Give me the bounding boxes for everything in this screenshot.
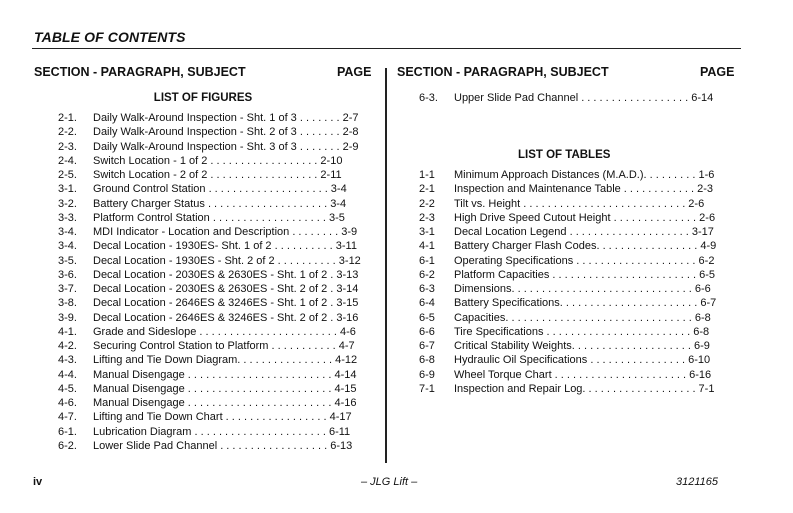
table-entry-title: Critical Stability Weights. . . . . . . . . . . . . . . . . . . . 6-9 [454, 340, 710, 352]
table-entry-number: 2-2 [419, 197, 435, 210]
figure-entry-title: Grade and Sideslope . . . . . . . . . . . . . . . . . . . . . . . 4-6 [93, 325, 356, 338]
table-entry-title: Dimensions. . . . . . . . . . . . . . . . . . . . . . . . . . . . . . 6-6 [454, 283, 711, 295]
figure-entry-number: 6-2. [58, 439, 77, 452]
table-entry-number: 4-1 [419, 240, 435, 253]
table-entry-title: Platform Capacities . . . . . . . . . . . . . . . . . . . . . . . . 6-5 [454, 268, 716, 281]
figure-entry-title: Daily Walk-Around Inspection - Sht. 1 of 3 . . . . . . . 2-7 [93, 112, 359, 124]
figure-entry-title: Lower Slide Pad Channel . . . . . . . . . . . . . . . . . . 6-13 [93, 439, 353, 452]
figure-entry-title: Lifting and Tie Down Diagram. . . . . . . . . . . . . . . . 4-12 [93, 354, 358, 367]
left-page-header: PAGE [337, 65, 372, 79]
table-entry-number: 7-1 [419, 382, 435, 395]
table-entry-number: 6-4 [419, 297, 435, 310]
figure-entry-number: 4-1. [58, 325, 77, 338]
figure-entry-title: Decal Location - 2030ES & 2630ES - Sht. 2 of 2 . 3-14 [93, 283, 359, 295]
table-entry-number: 3-1 [419, 226, 435, 238]
table-entry-number: 2-1 [419, 183, 435, 196]
table-entry-title: Minimum Approach Distances (M.A.D.). . . . . . . . . 1-6 [454, 169, 715, 181]
table-entry-number: 6-2 [419, 268, 435, 281]
table-entry-title: Battery Charger Flash Codes. . . . . . . . . . . . . . . . . 4-9 [454, 240, 717, 253]
figure-entry-number: 2-5. [58, 169, 77, 181]
figure-entry-title: Lubrication Diagram . . . . . . . . . . . . . . . . . . . . . . 6-11 [93, 425, 351, 438]
figure-entry-number: 2-2. [58, 126, 77, 139]
table-entry-title: High Drive Speed Cutout Height . . . . . . . . . . . . . . 2-6 [454, 211, 716, 224]
table-entry-number: 6-3 [419, 283, 435, 295]
figure-entry-number: 3-3. [58, 211, 77, 224]
table-entry-title: Operating Specifications . . . . . . . . . . . . . . . . . . . . 6-2 [454, 254, 715, 267]
figure-entry-number: 3-5. [58, 254, 77, 267]
figure-entry-number: 4-4. [58, 368, 77, 381]
right-section-header: SECTION - PARAGRAPH, SUBJECT [397, 65, 609, 79]
table-entry-number: 6-9 [419, 368, 435, 381]
table-entry-number: 6-8 [419, 354, 435, 367]
figure-entry-number: 3-6. [58, 268, 77, 281]
figure-entry-number: 6-3. [419, 92, 438, 104]
table-entry-title: Battery Specifications. . . . . . . . . . . . . . . . . . . . . . . 6-7 [454, 297, 717, 310]
table-entry-number: 2-3 [419, 211, 435, 224]
figure-entry-title: MDI Indicator - Location and Description . . . . . . . . 3-9 [93, 226, 358, 238]
figure-entry-number: 4-2. [58, 340, 77, 352]
left-section-header: SECTION - PARAGRAPH, SUBJECT [34, 65, 246, 79]
table-entry-number: 6-7 [419, 340, 435, 352]
figure-entry-title: Decal Location - 2030ES & 2630ES - Sht. 1 of 2 . 3-13 [93, 268, 359, 281]
figure-entry-number: 3-2. [58, 197, 77, 210]
table-entry-title: Inspection and Maintenance Table . . . . . . . . . . . . 2-3 [454, 183, 714, 196]
figure-entry-number: 6-1. [58, 425, 77, 438]
figure-entry-number: 3-4. [58, 240, 77, 253]
figure-entry-title: Securing Control Station to Platform . . . . . . . . . . . 4-7 [93, 340, 355, 352]
figure-entry-title: Battery Charger Status . . . . . . . . . . . . . . . . . . . . 3-4 [93, 197, 347, 210]
figure-entry-number: 4-5. [58, 382, 77, 395]
figure-entry-number: 3-8. [58, 297, 77, 310]
table-entry-number: 6-1 [419, 254, 435, 267]
figure-entry-title: Daily Walk-Around Inspection - Sht. 3 of 3 . . . . . . . 2-9 [93, 140, 359, 153]
figure-entry-number: 2-3. [58, 140, 77, 153]
figure-entry-number: 3-9. [58, 311, 77, 324]
figure-entry-number: 4-7. [58, 411, 77, 424]
figure-entry-number: 3-1. [58, 183, 77, 196]
figure-entry-title: Manual Disengage . . . . . . . . . . . . . . . . . . . . . . . . 4-15 [93, 382, 357, 395]
table-entry-title: Decal Location Legend . . . . . . . . . . . . . . . . . . . . 3-17 [454, 226, 714, 238]
table-entry-title: Tilt vs. Height . . . . . . . . . . . . . . . . . . . . . . . . . . . 2-6 [454, 197, 705, 210]
figure-entry-title: Daily Walk-Around Inspection - Sht. 2 of 3 . . . . . . . 2-8 [93, 126, 359, 139]
list-of-figures-heading: LIST OF FIGURES [153, 92, 253, 104]
figure-entry-number: 3-4. [58, 226, 77, 238]
column-divider [385, 68, 387, 463]
table-entry-number: 1-1 [419, 169, 435, 181]
figure-entry-number: 2-1. [58, 112, 77, 124]
figure-entry-title: Upper Slide Pad Channel . . . . . . . . . . . . . . . . . . 6-14 [454, 92, 714, 104]
figure-entry-title: Manual Disengage . . . . . . . . . . . . . . . . . . . . . . . . 4-14 [93, 368, 357, 381]
figure-entry-title: Switch Location - 2 of 2 . . . . . . . . . . . . . . . . . . 2-11 [93, 169, 342, 181]
figure-entry-number: 3-7. [58, 283, 77, 295]
figure-entry-title: Decal Location - 2646ES & 3246ES - Sht. 2 of 2 . 3-16 [93, 311, 359, 324]
header-rule [32, 48, 741, 49]
list-of-tables-heading: LIST OF TABLES [518, 149, 611, 161]
figure-entry-number: 2-4. [58, 154, 77, 167]
table-entry-title: Inspection and Repair Log. . . . . . . . . . . . . . . . . . . 7-1 [454, 382, 715, 395]
table-entry-number: 6-6 [419, 325, 435, 338]
figure-entry-title: Manual Disengage . . . . . . . . . . . . . . . . . . . . . . . . 4-16 [93, 397, 357, 409]
figure-entry-number: 4-3. [58, 354, 77, 367]
footer-doc-number: 3121165 [676, 476, 719, 488]
footer-page-number: iv [33, 476, 43, 488]
figure-entry-title: Ground Control Station . . . . . . . . . . . . . . . . . . . . 3-4 [93, 183, 347, 196]
table-entry-title: Capacities. . . . . . . . . . . . . . . . . . . . . . . . . . . . . . . 6-8 [454, 311, 711, 324]
figure-entry-title: Platform Control Station . . . . . . . . . . . . . . . . . . . 3-5 [93, 211, 345, 224]
table-entry-title: Tire Specifications . . . . . . . . . . . . . . . . . . . . . . . . 6-8 [454, 325, 710, 338]
page-title: TABLE OF CONTENTS [34, 29, 186, 45]
figure-entry-title: Switch Location - 1 of 2 . . . . . . . . . . . . . . . . . . 2-10 [93, 154, 343, 167]
figure-entry-title: Decal Location - 1930ES- Sht. 1 of 2 . . . . . . . . . . 3-11 [93, 240, 357, 253]
figure-entry-title: Decal Location - 2646ES & 3246ES - Sht. 1 of 2 . 3-15 [93, 297, 359, 310]
table-entry-title: Hydraulic Oil Specifications . . . . . . . . . . . . . . . . 6-10 [454, 354, 711, 367]
footer-publisher: – JLG Lift – [361, 476, 418, 488]
table-entry-title: Wheel Torque Chart . . . . . . . . . . . . . . . . . . . . . . 6-16 [454, 368, 712, 381]
figure-entry-title: Lifting and Tie Down Chart . . . . . . . . . . . . . . . . . 4-17 [93, 411, 352, 424]
right-page-header: PAGE [700, 65, 735, 79]
figure-entry-title: Decal Location - 1930ES - Sht. 2 of 2 . . . . . . . . . . 3-12 [93, 254, 361, 267]
table-entry-number: 6-5 [419, 311, 435, 324]
figure-entry-number: 4-6. [58, 397, 77, 409]
